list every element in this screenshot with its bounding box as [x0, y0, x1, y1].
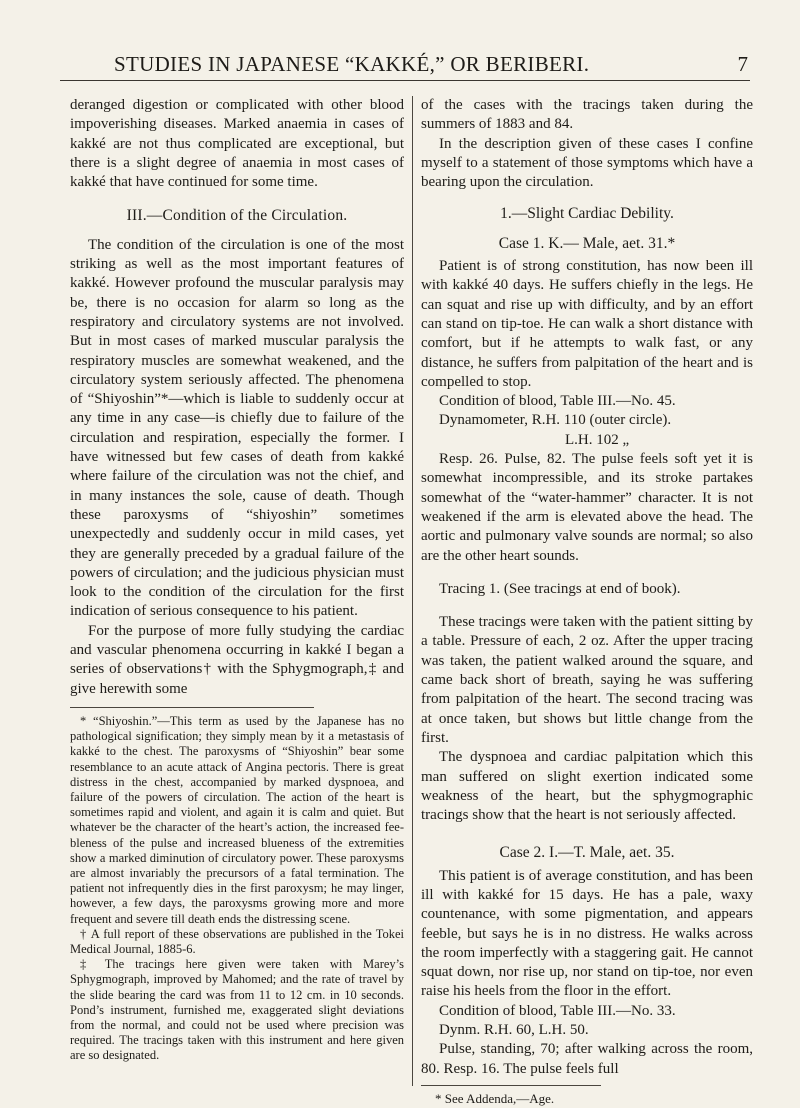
- left-column: [70, 96, 404, 1064]
- running-title: STUDIES IN JAPANESE “KAKKÉ,” OR BERIBERI.: [114, 52, 590, 76]
- section-heading: III.—Condition of the Circulation.: [126, 207, 348, 225]
- case-1-heading: Case 1. K.— Male, aet. 31.*: [498, 234, 676, 252]
- tracing-1-reference: Tracing 1. (See tracings at end of book).: [439, 580, 681, 597]
- page-header: [60, 50, 750, 81]
- case-1-dynamometer-lh: L.H. 102 „: [565, 431, 630, 448]
- case-2-description: This patient is of average constitution, and has been ill with kakké for 15 days. He has a pale, waxy countenance, with some pigmentation, and appears feeble, but says he is in no distress. He walks across the room imperfectly with a staggering gait. He cannot squat down, nor rise up, nor stand on tip-toe, nor even raise his heels from the floor in the effort.: [421, 867, 753, 1000]
- case-1-blood: Condition of blood, Table III.—No. 45.: [439, 393, 676, 410]
- tracings-paragraph: These tracings were taken with the patient sitting by a table. Pressure of each, 2 oz. After the upper tracing was taken, the patient walked around the square, and came back short of breath, saying he was suffering from palpitation of the heart. The second tracing was at once taken, but shows but little change from the first.: [421, 614, 753, 746]
- case-2-dynamometer: Dynm. R.H. 60, L.H. 50.: [439, 1022, 589, 1039]
- case-2-heading: Case 2. I.—T. Male, aet. 35.: [499, 844, 675, 862]
- footnote-shiyoshin: * “Shiyoshin.”—This term as used by the Japanese has no pathological signification; they simply mean by it a metastasis of kakké to the chest. The paroxysms of “Shiyoshin” bear some resemblance to an acute attack of Angina pectoris. There is great distress in the chest, accompanied by marked dyspnoea, and failure of the powers of circulation. The action of the heart is sometimes rapid and violent, and again it is calm and quiet. But whatever be the character of the heart’s action, the increased feebleness of the pulse and increased blueness of the extremities show a marked diminution of circulatory power. These paroxysms are almost invariably the precursors of a fatal termination. The patient not infrequently dies in the first paroxysm; he may linger, however, a few days, the paroxysms growing more and more frequent and severe till death ends the distressing scene.: [70, 713, 404, 926]
- page-number: 7: [737, 52, 748, 76]
- left-paragraph-3: For the purpose of more fully studying the cardiac and vascular phenomena occurring in kakké I began a series of observations† with the Sphygmograph,‡ and give herewith some: [70, 622, 404, 697]
- footnote-tracings: ‡ The tracings here given were taken with Marey’s Sphygmograph, improved by Mahomed; and the rate of travel by the slide bearing the card was from 11 to 12 cm. in 10 seconds. Pond’s instrument, furnished me, exaggerated slight deviations from the normal, and could not be used where precision was required. The tracings taken with this instrument and here given are so designated.: [70, 957, 404, 1063]
- case-2-pulse: Pulse, standing, 70; after walking across the room, 80. Resp. 16. The pulse feels full: [421, 1041, 753, 1077]
- left-paragraph-1: deranged digestion or complicated with other blood impoverishing diseases. Marked anaemia in cases of kakké are not thus complicated are exceptional, but there is a slight degree of anaemia in most cases of kakké that have continued for some time.: [70, 97, 404, 191]
- case-2-blood: Condition of blood, Table III.—No. 33.: [439, 1002, 676, 1019]
- case-1-description: Patient is of strong constitution, has now been ill with kakké 40 days. He suffers chiefly in the legs. He can squat and rise up with difficulty, and by an effort can stand on tip-toe. He can walk a short distance with comfort, but if he attempts to walk fast, or any distance, he suffers from palpitation of the heart and is compelled to stop.: [421, 258, 753, 390]
- case-1-dynamometer-rh: Dynamometer, R.H. 110 (outer circle).: [439, 412, 672, 429]
- case-2-measurements: [421, 1002, 753, 1041]
- right-footnote-separator: [421, 1085, 601, 1086]
- right-paragraph-1: of the cases with the tracings taken during the summers of 1883 and 84.: [421, 97, 753, 133]
- right-column: [421, 96, 753, 1108]
- footnote-report: † A full report of these observations are published in the Tokei Medical Journal, 1885-6.: [70, 926, 404, 956]
- left-paragraph-2: The condition of the circulation is one of the most striking as well as the most important features of kakké. However profound the muscular paralysis may be, there is no occasion for alarm so long as the respiratory and circulatory systems are not involved. But in most cases of marked muscular paralysis the respiratory muscles are somewhat weakened, and the circulatory system seriously affected. The phenomena of “Shiyoshin”*—which is liable to suddenly occur at any time in any case—is chiefly due to failure of the circulation and respiration, especially the former. I have witnessed but few cases of death from kakké where failure of the circulation was not the chief, and in many instances the sole, cause of death. Though these paroxysms of “shiyoshin” sometimes unexpectedly and suddenly occur in mild cases, yet they are generally preceded by a gradual failure of the powers of circulation; and the judicious physician must look to the condition of the circulation for the first indication of serious consequence to his patient.: [70, 236, 404, 620]
- right-paragraph-2: In the description given of these cases I confine myself to a statement of those symptoms which have a bearing upon the circulation.: [421, 135, 753, 191]
- footnote-separator: [70, 707, 314, 708]
- case-1-pulse: Resp. 26. Pulse, 82. The pulse feels soft yet it is somewhat incompressible, and its stroke partakes somewhat of the “water-hammer” character. It is not weakened if the arm is elevated above the head. The aortic and pulmonary valve sounds are normal; so also are the other heart sounds.: [421, 451, 753, 564]
- footnote-addenda: * See Addenda,—Age.: [435, 1090, 555, 1106]
- case-1-measurements: [421, 392, 753, 450]
- sub-heading-cardiac-debility: 1.—Slight Cardiac Debility.: [500, 205, 674, 223]
- dyspnoea-paragraph: The dyspnoea and cardiac palpitation which this man suffered on slight exertion indicated some weakness of the heart, but the sphygmographic tracings show that the heart is not seriously affected.: [421, 749, 753, 824]
- column-divider: [412, 96, 413, 1086]
